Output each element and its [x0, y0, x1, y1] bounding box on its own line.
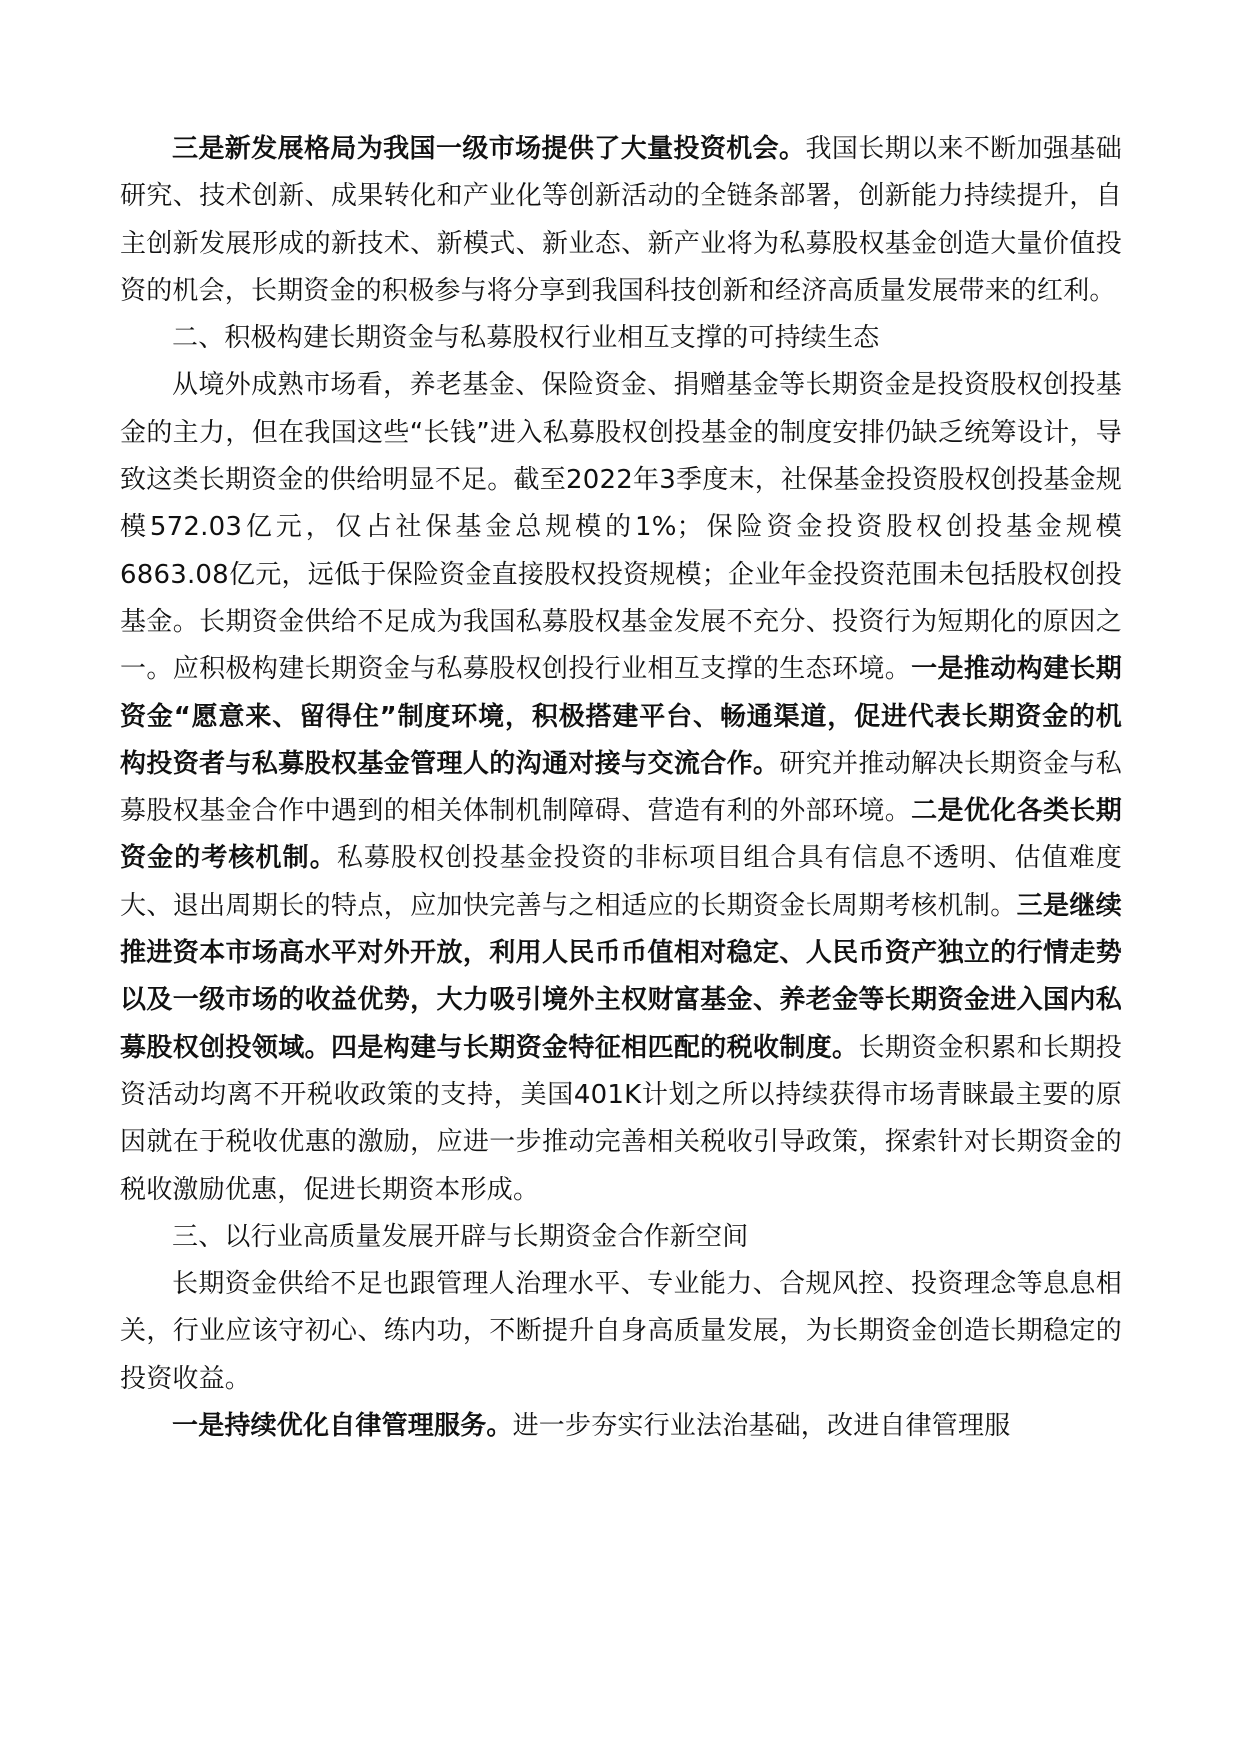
paragraph-high-quality-development [120, 1261, 1122, 1403]
body-text: 长期资金供给不足也跟管理人治理水平、专业能力、合规风控、投资理念等息息相关，行业应该守初心、练内功，不断提升自身高质量发展，为长期资金创造长期稳定的投资收益。 [120, 1269, 1122, 1394]
section-heading-text: 三、以行业高质量发展开辟与长期资金合作新空间 [172, 1221, 749, 1252]
paragraph-self-regulation [120, 1403, 1122, 1450]
emphasis-point-one: 一是推动构建长期资金“愿意来、留得住”制度环境，积极搭建平台、畅通渠道，促进代表长期资金的机构投资者与私募股权基金管理人的沟通对接与交流合作。 [120, 654, 1122, 779]
body-text: 私募股权创投基金投资的非标项目组合具有信息不透明、估值难度大、退出周期长的特点，应加快完善与之相适应的长期资金长周期考核机制。 [120, 843, 1122, 921]
emphasis-point-three: 三是新发展格局为我国一级市场提供了大量投资机会。 [172, 134, 806, 164]
section-heading-two [120, 315, 1122, 362]
body-text: 长期资金积累和长期投资活动均离不开税收政策的支持，美国401K计划之所以持续获得市场青睐最主要的原因就在于税收优惠的激励，应进一步推动完善相关税收引导政策，探索针对长期资金的税收激励优惠，促进长期资本形成。 [120, 1032, 1122, 1205]
document-page [120, 126, 1122, 1450]
emphasis-point-one: 一是持续优化自律管理服务。 [172, 1411, 513, 1442]
body-text: 从境外成熟市场看，养老基金、保险资金、捐赠基金等长期资金是投资股权创投基金的主力，但在我国这些“长钱”进入私募股权创投基金的制度安排仍缺乏统筹设计，导致这类长期资金的供给明显不足。截至2022年3季度末，社保基金投资股权创投基金规模572.03亿元，仅占社保基金总规模的1%；保险资金投资股权创投基金规模6863.08亿元，远低于保险资金直接股权投资规模；企业年金投资范围未包括股权创投基金。长期资金供给不足成为我国私募股权基金发展不充分、投资行为短期化的原因之一。应积极构建长期资金与私募股权创投行业相互支撑的生态环境。 [120, 370, 1122, 685]
body-text: 研究并推动解决长期资金与私募股权基金合作中遇到的相关体制机制障碍、营造有利的外部环境。 [120, 748, 1122, 827]
section-heading-three [120, 1214, 1122, 1261]
body-text: 我国长期以来不断加强基础研究、技术创新、成果转化和产业化等创新活动的全链条部署，创新能力持续提升，自主创新发展形成的新技术、新模式、新业态、新产业将为私募股权基金创造大量价值投资的机会，长期资金的积极参与将分享到我国科技创新和经济高质量发展带来的红利。 [120, 134, 1122, 306]
section-heading-text: 二、积极构建长期资金与私募股权行业相互支撑的可持续生态 [172, 323, 880, 354]
paragraph-long-term-capital-ecosystem [120, 362, 1122, 1213]
paragraph-investment-opportunities [120, 126, 1122, 315]
emphasis-point-two: 二是优化各类长期资金的考核机制。 [120, 796, 1122, 874]
body-text: 进一步夯实行业法治基础，改进自律管理服 [512, 1411, 1011, 1442]
emphasis-points-three-four: 三是继续推进资本市场高水平对外开放，利用人民币币值相对稳定、人民币资产独立的行情走势以及一级市场的收益优势，大力吸引境外主权财富基金、养老金等长期资金进入国内私募股权创投领域。四是构建与长期资金特征相匹配的税收制度。 [120, 890, 1122, 1063]
